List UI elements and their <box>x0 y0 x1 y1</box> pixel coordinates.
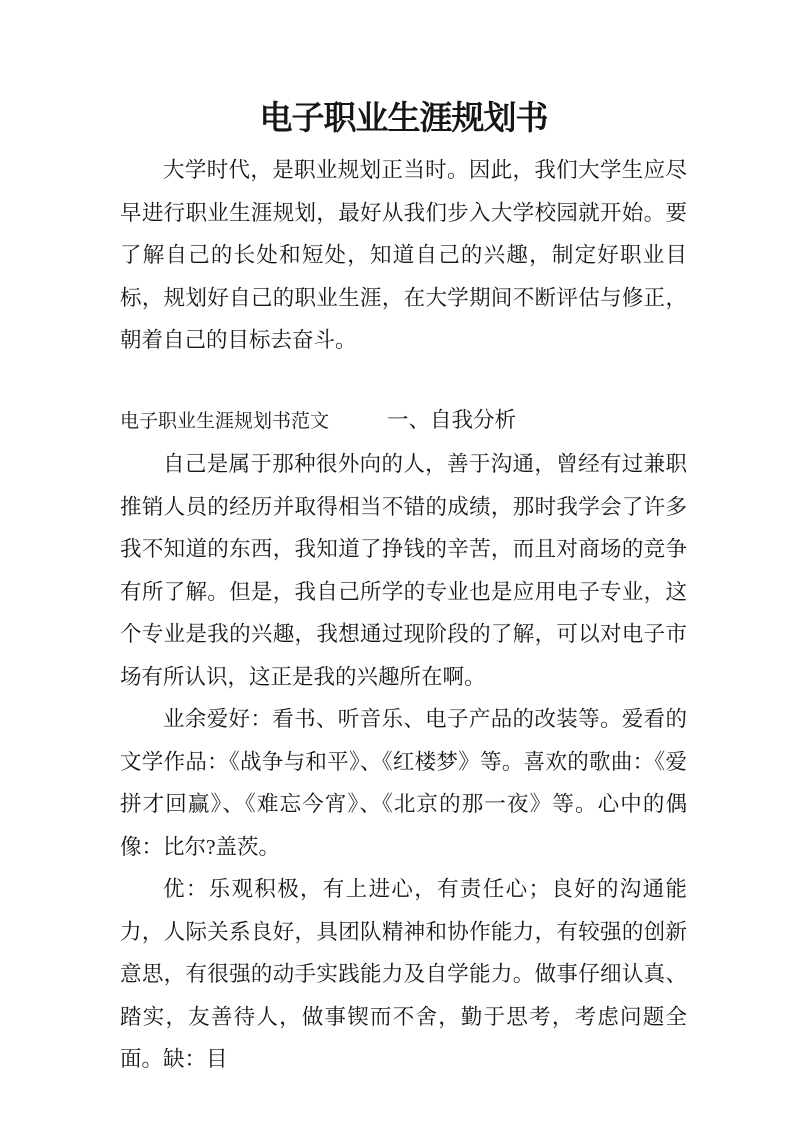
body-paragraph-strengths: 优：乐观积极，有上进心，有责任心；良好的沟通能力，人际关系良好，具团队精神和协作能力，有较强的创新意思，有很强的动手实践能力及自学能力。做事仔细认真、踏实，友善待人，做事锲而不舍，勤于思考，考虑问题全面。缺：目 <box>120 877 687 1071</box>
body-paragraph-self-analysis: 自己是属于那种很外向的人，善于沟通，曾经有过兼职推销人员的经历并取得相当不错的成绩，那时我学会了许多我不知道的东西，我知道了挣钱的辛苦，而且对商场的竞争有所了解。但是，我自己所学的专业也是应用电子专业，这个专业是我的兴趣，我想通过现阶段的了解，可以对电子市场有所认识，这正是我的兴趣所在啊。 <box>120 452 687 689</box>
body-paragraph-hobbies: 业余爱好：看书、听音乐、电子产品的改装等。爱看的文学作品：《战争与和平》、《红楼梦》等。喜欢的歌曲：《爱拼才回赢》、《难忘今宵》、《北京的那一夜》等。心中的偶像：比尔?盖茨。 <box>120 707 687 859</box>
intro-paragraph: 大学时代，是职业规划正当时。因此，我们大学生应尽早进行职业生涯规划，最好从我们步入大学校园就开始。要了解自己的长处和短处，知道自己的兴趣，制定好职业目标，规划好自己的职业生涯，在大学期间不断评估与修正，朝着自己的目标去奋斗。 <box>120 158 687 352</box>
section-heading-label: 电子职业生涯规划书范文 <box>120 410 330 432</box>
document-title: 电子职业生涯规划书 <box>259 101 548 137</box>
section-heading-section: 一、自我分析 <box>387 407 517 432</box>
section-heading <box>120 399 687 444</box>
